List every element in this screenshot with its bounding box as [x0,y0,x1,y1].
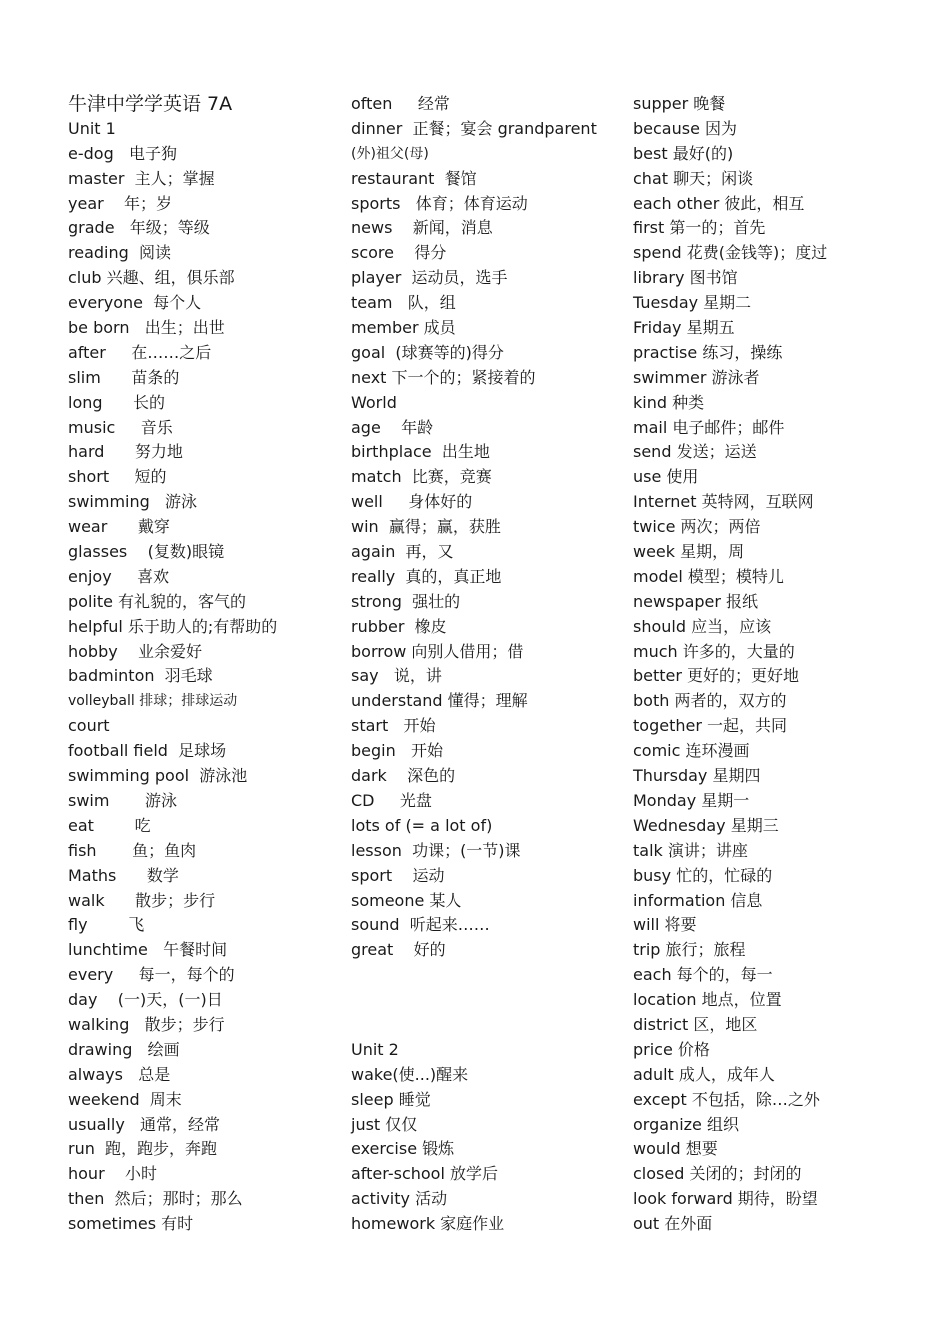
vocab-entry: together 一起，共同 [633,716,787,736]
vocab-entry: Friday 星期五 [633,318,735,338]
vocab-entry: should 应当，应该 [633,616,772,636]
vocab-entry: Internet 英特网，互联网 [633,492,814,512]
vocab-entry: chat 聊天；闲谈 [633,168,754,188]
vocab-entry: team 队，组 [351,293,456,313]
vocab-entry: practise 练习，操练 [633,342,783,362]
vocab-entry: begin 开始 [351,741,444,761]
vocab-entry: will 将要 [633,915,697,935]
vocab-entry: model 模型；模特儿 [633,566,784,586]
vocab-entry: swimming 游泳 [68,492,198,512]
vocab-entry: fly 飞 [68,915,145,935]
vocab-entry: best 最好(的) [633,143,734,163]
vocab-entry: talk 演讲；讲座 [633,840,748,860]
vocab-entry: swim 游泳 [68,790,178,810]
vocab-entry: then 然后；那时；那么 [68,1189,243,1209]
vocab-entry: would 想要 [633,1139,718,1159]
vocab-entry: after-school 放学后 [351,1164,498,1184]
vocab-entry: really 真的，真正地 [351,566,502,586]
unit-heading: Unit 1 [68,118,116,138]
vocab-entry: e-dog 电子狗 [68,143,177,163]
vocab-entry: age 年龄 [351,417,434,437]
vocab-entry: swimmer 游泳者 [633,367,760,387]
vocab-entry: (外)祖父(母) [351,145,429,162]
vocab-entry: comic 连环漫画 [633,741,750,761]
vocab-entry: after 在……之后 [68,342,212,362]
vocab-entry: every 每一，每个的 [68,965,235,985]
vocab-entry: dark 深色的 [351,766,456,786]
vocab-entry: always 总是 [68,1064,171,1084]
vocab-entry: great 好的 [351,940,446,960]
vocab-entry: Tuesday 星期二 [633,293,752,313]
vocabulary-column-3 [633,92,933,1237]
vocabulary-column-2 [351,92,621,1237]
page-title: 牛津中学学英语 7A [68,93,233,115]
vocab-entry: kind 种类 [633,392,705,412]
vocab-entry: polite 有礼貌的，客气的 [68,591,247,611]
vocab-entry: slim 苗条的 [68,367,180,387]
vocab-entry: just 仅仅 [351,1114,418,1134]
vocab-entry: hour 小时 [68,1164,157,1184]
vocab-entry: next 下一个的；紧接着的 [351,367,536,387]
vocab-entry: CD 光盘 [351,790,432,810]
vocab-entry: busy 忙的，忙碌的 [633,865,773,885]
vocab-entry: wake(使...)醒来 [351,1064,469,1084]
vocabulary-column-1 [68,92,333,1237]
unit-heading: Unit 2 [351,1039,399,1059]
vocab-entry: because 因为 [633,118,738,138]
vocab-entry: district 区，地区 [633,1014,758,1034]
vocab-entry: strong 强壮的 [351,591,461,611]
vocab-entry: score 得分 [351,243,447,263]
vocab-entry: exercise 锻炼 [351,1139,455,1159]
vocab-entry: dinner 正餐；宴会 grandparent [351,118,597,138]
vocab-entry: football field 足球场 [68,741,227,761]
vocab-entry: closed 关闭的；封闭的 [633,1164,802,1184]
vocab-entry: news 新闻，消息 [351,218,493,238]
vocab-entry: activity 活动 [351,1189,448,1209]
vocab-entry: club 兴趣、组，俱乐部 [68,268,235,288]
vocab-entry: year 年；岁 [68,193,173,213]
vocab-entry: birthplace 出生地 [351,442,490,462]
vocab-entry: start 开始 [351,716,436,736]
vocab-entry: except 不包括，除…之外 [633,1089,820,1109]
vocab-entry: reading 阅读 [68,243,171,263]
vocab-entry: wear 戴穿 [68,517,170,537]
vocab-entry: each other 彼此，相互 [633,193,805,213]
blank-line [351,988,621,1013]
vocab-entry: much 许多的，大量的 [633,641,795,661]
vocab-entry: hobby 业余爱好 [68,641,203,661]
vocab-entry: out 在外面 [633,1214,713,1234]
vocab-entry: again 再，又 [351,542,454,562]
vocab-entry: understand 懂得；理解 [351,691,528,711]
vocab-entry: say 说，讲 [351,666,442,686]
vocab-entry: send 发送；运送 [633,442,757,462]
vocab-entry: glasses (复数)眼镜 [68,542,225,562]
vocab-entry: run 跑，跑步，奔跑 [68,1139,218,1159]
vocab-entry: walking 散步；步行 [68,1014,225,1034]
vocab-entry: sometimes 有时 [68,1214,194,1234]
vocab-entry: both 两者的，双方的 [633,691,787,711]
vocab-entry: homework 家庭作业 [351,1214,505,1234]
vocab-entry: organize 组织 [633,1114,739,1134]
vocab-entry: adult 成人，成年人 [633,1064,775,1084]
vocab-entry: better 更好的；更好地 [633,666,800,686]
vocab-entry: volleyball 排球；排球运动 [68,693,238,710]
vocab-entry: Monday 星期一 [633,790,750,810]
vocab-entry: match 比赛，竞赛 [351,467,492,487]
vocab-entry: Maths 数学 [68,865,179,885]
vocab-entry: location 地点，位置 [633,990,782,1010]
vocab-entry: sports 体育；体育运动 [351,193,528,213]
vocab-entry: badminton 羽毛球 [68,666,213,686]
vocab-entry: often 经常 [351,94,450,113]
vocab-entry: member 成员 [351,318,456,338]
vocab-entry: lots of (= a lot of) [351,815,493,835]
vocab-entry: mail 电子邮件；邮件 [633,417,785,437]
vocab-entry: short 短的 [68,467,167,487]
vocab-entry: hard 努力地 [68,442,183,462]
vocab-entry: borrow 向别人借用；借 [351,641,524,661]
vocab-entry: sport 运动 [351,865,445,885]
vocab-entry: someone 某人 [351,890,462,910]
vocab-entry: win 赢得；赢，获胜 [351,517,501,537]
vocab-entry: music 音乐 [68,417,173,437]
vocab-entry: supper 晚餐 [633,94,726,113]
vocab-entry: first 第一的；首先 [633,218,766,238]
vocab-entry: drawing 绘画 [68,1039,180,1059]
vocab-entry: Wednesday 星期三 [633,815,779,835]
vocab-entry: Thursday 星期四 [633,766,761,786]
vocab-entry: well 身体好的 [351,492,473,512]
vocab-entry: swimming pool 游泳池 [68,766,248,786]
vocab-entry: newspaper 报纸 [633,591,759,611]
vocab-entry: fish 鱼；鱼肉 [68,840,197,860]
vocab-entry: weekend 周末 [68,1089,182,1109]
vocab-entry: enjoy 喜欢 [68,566,170,586]
vocab-entry: master 主人；掌握 [68,168,215,188]
vocab-entry: be born 出生；出世 [68,318,225,338]
vocab-entry: information 信息 [633,890,763,910]
vocab-entry: eat 吃 [68,815,151,835]
vocab-entry: World [351,392,397,412]
vocab-entry: use 使用 [633,467,699,487]
vocab-entry: player 运动员，选手 [351,268,508,288]
vocab-entry: court [68,716,110,736]
vocab-entry: helpful 乐于助人的;有帮助的 [68,616,278,636]
vocab-entry: restaurant 餐馆 [351,168,477,188]
vocab-entry: day (一)天，(一)日 [68,990,223,1010]
vocab-entry: each 每个的，每一 [633,965,773,985]
vocab-entry: goal (球赛等的)得分 [351,342,504,362]
vocab-entry: week 星期，周 [633,542,745,562]
vocab-entry: long 长的 [68,392,166,412]
vocab-entry: twice 两次；两倍 [633,517,761,537]
vocab-entry: everyone 每个人 [68,293,202,313]
vocab-entry: grade 年级；等级 [68,218,210,238]
vocab-entry: look forward 期待，盼望 [633,1189,818,1209]
vocab-entry: usually 通常，经常 [68,1114,221,1134]
vocab-entry: walk 散步；步行 [68,890,216,910]
vocab-entry: library 图书馆 [633,268,738,288]
vocab-entry: sound 听起来…… [351,915,490,935]
vocab-entry: rubber 橡皮 [351,616,447,636]
vocab-entry: trip 旅行；旅程 [633,940,746,960]
vocab-entry: price 价格 [633,1039,710,1059]
vocab-entry: lunchtime 午餐时间 [68,940,228,960]
blank-line [351,1013,621,1038]
blank-line [351,963,621,988]
vocab-entry: spend 花费(金钱等)；度过 [633,243,828,263]
vocab-entry: sleep 睡觉 [351,1089,431,1109]
vocab-entry: lesson 功课；(一节)课 [351,840,521,860]
